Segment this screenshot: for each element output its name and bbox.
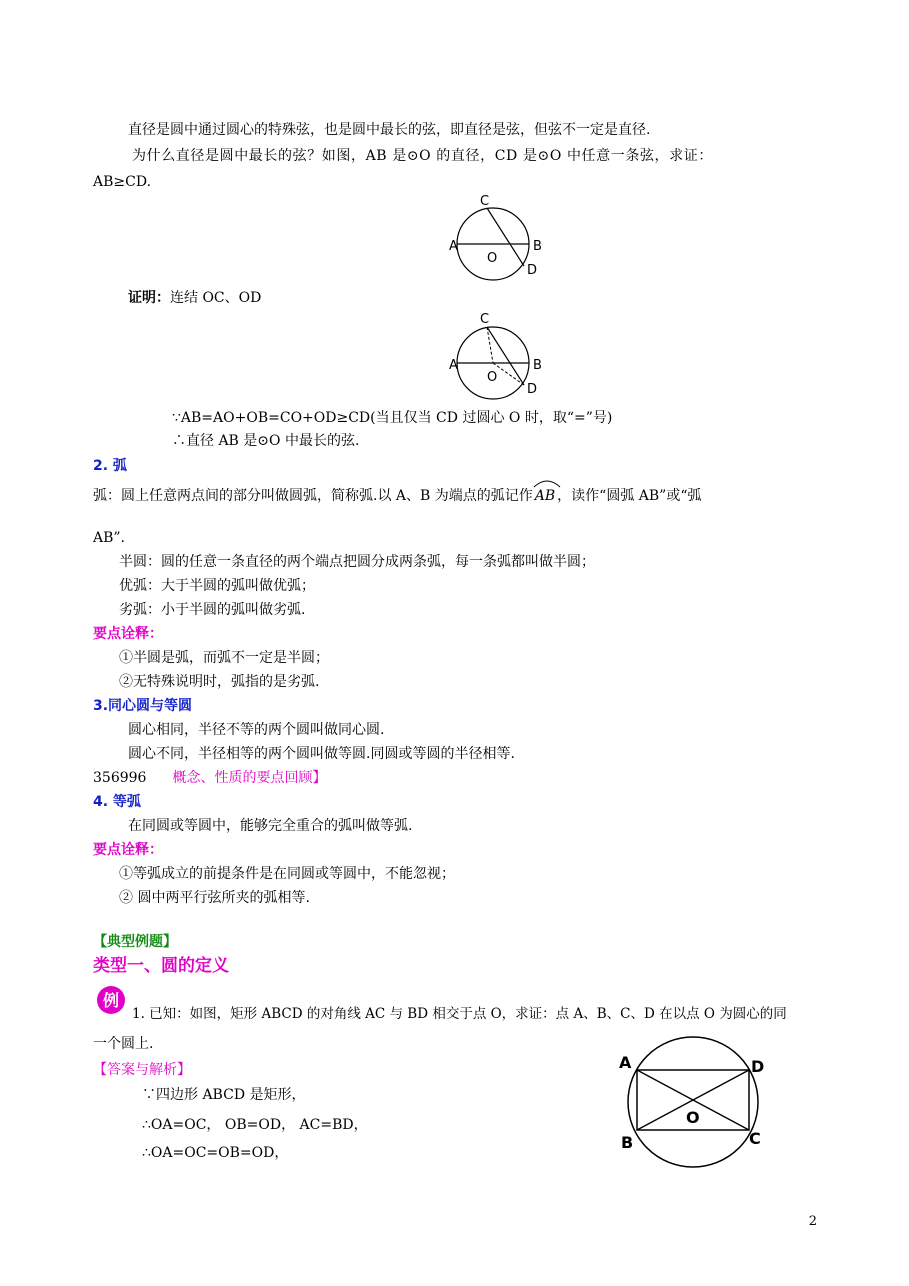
example-question: 一个圆上.	[93, 1036, 154, 1052]
label-c: C	[749, 1129, 761, 1148]
arc-definition	[93, 486, 701, 506]
label-o: O	[487, 370, 498, 385]
label-b: B	[533, 358, 542, 373]
label-o: O	[686, 1108, 700, 1127]
proof-text: 连结 OC、OD	[170, 290, 262, 306]
solution-line: ∴OA=OC， OB=OD， AC=BD，	[142, 1117, 368, 1133]
label-d: D	[527, 382, 538, 397]
text-line: 半圆：圆的任意一条直径的两个端点把圆分成两条弧，每一条弧都叫做半圆；	[119, 554, 595, 570]
answer-heading: 【答案与解析】	[93, 1062, 191, 1078]
proof-line	[128, 288, 261, 308]
note-heading: 要点诠释：	[93, 842, 163, 858]
text-line: AB≥CD.	[93, 174, 152, 190]
label-c: C	[480, 312, 490, 327]
arc-symbol-text: AB	[534, 488, 556, 504]
proof-label: 证明：	[128, 290, 170, 306]
page-number: 2	[808, 1214, 817, 1229]
examples-heading: 【典型例题】	[93, 934, 177, 950]
label-a: A	[449, 358, 458, 373]
solution-line: ∵四边形 ABCD 是矩形，	[142, 1087, 306, 1103]
note-heading: 要点诠释：	[93, 626, 163, 642]
label-o: O	[487, 251, 498, 266]
type-heading: 类型一、圆的定义	[93, 956, 229, 976]
text-line: 直径是圆中通过圆心的特殊弦，也是圆中最长的弦，即直径是弦，但弦不一定是直径.	[128, 122, 651, 138]
circle-diameter-figure	[440, 190, 550, 282]
text-line: 圆心相同，半径不等的两个圆叫做同心圆.	[128, 722, 385, 738]
text-line: ①半圆是弧，而弧不一定是半圆；	[119, 650, 329, 666]
arc-definition-part: 弧：圆上任意两点间的部分叫做圆弧，简称弧.以 A、B 为端点的弧记作	[93, 488, 533, 504]
label-a: A	[619, 1053, 632, 1072]
label-b: B	[621, 1133, 634, 1152]
arc-symbol	[533, 486, 557, 506]
text-line: ② 圆中两平行弦所夹的弧相等.	[119, 890, 310, 906]
text-line: 劣弧：小于半圆的弧叫做劣弧.	[119, 602, 306, 618]
label-b: B	[533, 239, 542, 254]
example-badge-icon	[96, 985, 126, 1015]
review-line	[93, 768, 326, 788]
badge-text: 例	[102, 991, 120, 1010]
solution-line: ∴OA=OC=OB=OD，	[142, 1145, 289, 1161]
text-line: 为什么直径是圆中最长的弦？如图，AB 是⊙O 的直径，CD 是⊙O 中任意一条弦，求证：	[132, 148, 713, 164]
rectangle-circle-figure	[615, 1040, 775, 1175]
review-link[interactable]: 概念、性质的要点回顾】	[172, 770, 327, 786]
label-c: C	[480, 194, 490, 209]
code: 356996	[93, 770, 147, 786]
because-line: ∵AB=AO+OB=CO+OD≥CD(当且仅当 CD 过圆心 O 时，取“=”号)	[172, 410, 613, 426]
text-line: ②无特殊说明时，弧指的是劣弧.	[119, 674, 320, 690]
therefore-line: ∴直径 AB 是⊙O 中最长的弦.	[172, 433, 360, 449]
text-line: AB”.	[93, 530, 126, 546]
text-line: 优弧：大于半圆的弧叫做优弧；	[119, 578, 315, 594]
section-heading: 3.同心圆与等圆	[93, 698, 193, 714]
label-d: D	[751, 1057, 765, 1076]
example-question: 1. 已知：如图，矩形 ABCD 的对角线 AC 与 BD 相交于点 O，求证：点 A、B、C、D 在以点 O 为圆心的同	[132, 1006, 787, 1022]
arc-definition-part: ，读作“圆弧 AB”或“弧	[557, 488, 702, 504]
label-a: A	[449, 239, 458, 254]
label-d: D	[527, 263, 538, 278]
text-line: ①等弧成立的前提条件是在同圆或等圆中，不能忽视；	[119, 866, 455, 882]
section-heading: 4. 等弧	[93, 794, 141, 810]
text-line: 圆心不同，半径相等的两个圆叫做等圆.同圆或等圆的半径相等.	[128, 746, 515, 762]
section-heading: 2. 弧	[93, 458, 127, 474]
text-line: 在同圆或等圆中，能够完全重合的弧叫做等弧.	[128, 818, 413, 834]
circle-proof-figure	[440, 308, 550, 400]
